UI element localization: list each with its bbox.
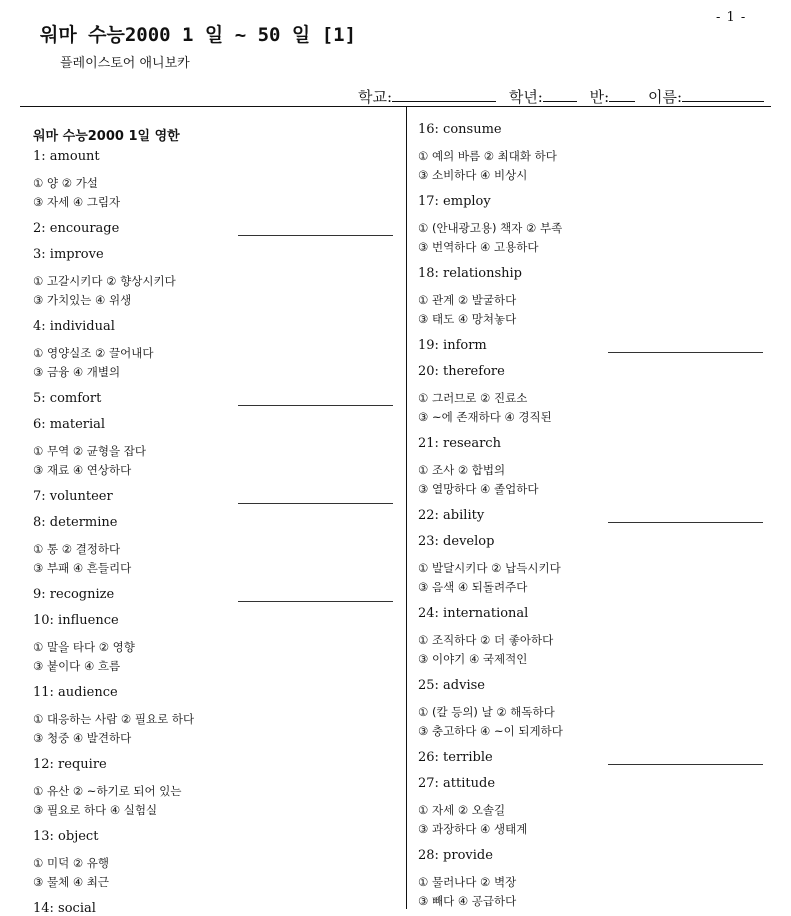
question-word: 2: encourage	[33, 221, 120, 236]
answer-blank[interactable]	[238, 235, 393, 236]
student-info-row	[358, 86, 764, 107]
answer-options: ③ 가치있는 ④ 위생	[33, 293, 132, 307]
answer-options: ③ 붙이다 ④ 흐름	[33, 659, 121, 673]
answer-options: ① 관계 ② 발굴하다	[418, 293, 517, 307]
answer-options: ③ 태도 ④ 망쳐놓다	[418, 312, 517, 326]
answer-options: ① (안내광고용) 책자 ② 부족	[418, 221, 563, 235]
answer-blank[interactable]	[608, 522, 763, 523]
answer-options: ③ 물체 ④ 최근	[33, 875, 110, 889]
question-word: 27: attitude	[418, 776, 496, 791]
page-subtitle: 플레이스토어 애니보카	[60, 56, 190, 71]
answer-options: ① 말을 타다 ② 영향	[33, 640, 135, 654]
school-blank[interactable]	[392, 87, 496, 102]
answer-options: ③ 자세 ④ 그림자	[33, 195, 121, 209]
section-title: 워마 수능2000 1일 영한	[33, 129, 180, 144]
question-word: 3: improve	[33, 247, 104, 262]
answer-options: ① 발달시키다 ② 납득시키다	[418, 561, 561, 575]
grade-label: 학년:	[508, 88, 543, 106]
answer-options: ③ 필요로 하다 ④ 실험실	[33, 803, 158, 817]
question-word: 10: influence	[33, 613, 119, 628]
answer-options: ③ 음색 ④ 되돌려주다	[418, 580, 528, 594]
answer-options: ① 양 ② 가설	[33, 176, 98, 190]
question-word: 13: object	[33, 829, 99, 844]
answer-options: ③ 충고하다 ④ ~이 되게하다	[418, 724, 563, 738]
question-word: 14: social	[33, 901, 96, 916]
answer-blank[interactable]	[608, 764, 763, 765]
answer-options: ③ 청중 ④ 발견하다	[33, 731, 132, 745]
question-word: 20: therefore	[418, 364, 505, 379]
grade-blank[interactable]	[543, 87, 577, 102]
question-word: 26: terrible	[418, 750, 493, 765]
answer-options: ① 물러나다 ② 벽장	[418, 875, 517, 889]
question-word: 23: develop	[418, 534, 495, 549]
answer-options: ③ 빼다 ④ 공급하다	[418, 894, 517, 908]
answer-options: ① 조사 ② 합법의	[418, 463, 506, 477]
answer-blank[interactable]	[238, 503, 393, 504]
question-word: 4: individual	[33, 319, 115, 334]
page-number: - 1 -	[716, 10, 747, 25]
question-word: 6: material	[33, 417, 106, 432]
answer-options: ① 미덕 ② 유행	[33, 856, 110, 870]
answer-options: ① 조직하다 ② 더 좋아하다	[418, 633, 554, 647]
header-divider	[20, 106, 771, 107]
answer-options: ③ 이야기 ④ 국제적인	[418, 652, 528, 666]
answer-blank[interactable]	[238, 601, 393, 602]
question-word: 16: consume	[418, 122, 502, 137]
answer-options: ① 영양실조 ② 끌어내다	[33, 346, 154, 360]
school-label: 학교:	[358, 88, 393, 106]
answer-options: ③ 열망하다 ④ 졸업하다	[418, 482, 539, 496]
question-word: 28: provide	[418, 848, 493, 863]
answer-options: ③ 재료 ④ 연상하다	[33, 463, 132, 477]
question-word: 22: ability	[418, 508, 485, 523]
class-blank[interactable]	[609, 87, 635, 102]
class-label: 반:	[589, 88, 610, 106]
answer-options: ③ ~에 존재하다 ④ 경직된	[418, 410, 552, 424]
page-title: 워마 수능2000 1 일 ~ 50 일 [1]	[40, 24, 357, 46]
answer-options: ① 무역 ② 균형을 잡다	[33, 444, 147, 458]
question-word: 18: relationship	[418, 266, 522, 281]
question-word: 8: determine	[33, 515, 118, 530]
answer-options: ③ 금융 ④ 개별의	[33, 365, 121, 379]
answer-blank[interactable]	[608, 352, 763, 353]
question-word: 11: audience	[33, 685, 118, 700]
answer-blank[interactable]	[238, 405, 393, 406]
question-word: 9: recognize	[33, 587, 115, 602]
name-blank[interactable]	[682, 87, 764, 102]
question-word: 24: international	[418, 606, 529, 621]
question-word: 1: amount	[33, 149, 100, 164]
answer-options: ① 그러므로 ② 진료소	[418, 391, 528, 405]
answer-options: ① 예의 바름 ② 최대화 하다	[418, 149, 557, 163]
name-label: 이름:	[647, 88, 683, 106]
question-word: 25: advise	[418, 678, 485, 693]
answer-options: ① 자세 ② 오솔길	[418, 803, 506, 817]
question-word: 19: inform	[418, 338, 487, 353]
answer-options: ③ 번역하다 ④ 고용하다	[418, 240, 539, 254]
answer-options: ① 고갈시키다 ② 향상시키다	[33, 274, 176, 288]
answer-options: ③ 부패 ④ 흔들리다	[33, 561, 132, 575]
column-divider	[406, 107, 407, 909]
question-word: 17: employ	[418, 194, 491, 209]
question-word: 5: comfort	[33, 391, 102, 406]
answer-options: ③ 소비하다 ④ 비상시	[418, 168, 528, 182]
answer-options: ① (칼 등의) 날 ② 해독하다	[418, 705, 555, 719]
answer-options: ① 대응하는 사람 ② 필요로 하다	[33, 712, 195, 726]
answer-options: ① 유산 ② ~하기로 되어 있는	[33, 784, 182, 798]
question-word: 21: research	[418, 436, 501, 451]
answer-options: ① 통 ② 결정하다	[33, 542, 121, 556]
question-word: 12: require	[33, 757, 107, 772]
question-word: 7: volunteer	[33, 489, 113, 504]
answer-options: ③ 과장하다 ④ 생태계	[418, 822, 528, 836]
